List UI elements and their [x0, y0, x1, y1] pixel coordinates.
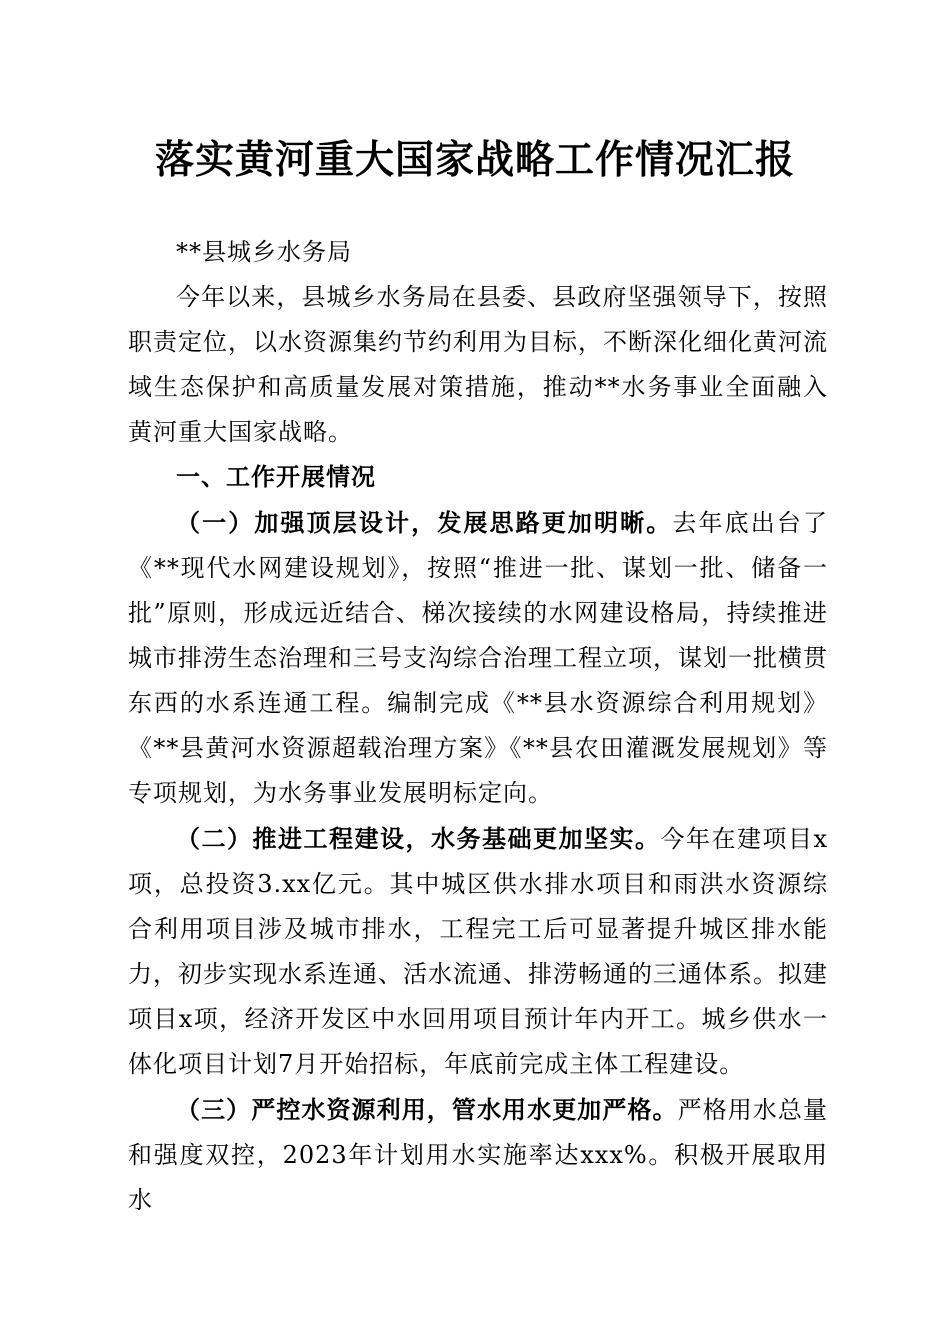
item-text-1: 去年底出台了《**现代水网建设规划》，按照“推进一批、谋划一批、储备一批”原则，形成远近结合、梯次接续的水网建设格局，持续推进城市排涝生态治理和三号支沟综合治理工程立项，谋划一批横贯东西的水系连通工程。编制完成《**县水资源综合利用规划》《**县黄河水资源超载治理方案》《**县农田灌溉发展规划》等专项规划，为水务事业发展明标定向。	[128, 509, 828, 807]
item-paragraph-2	[128, 816, 828, 1087]
document-body	[128, 230, 828, 1223]
item-lead-2: （二）推进工程建设，水务基础更加坚实。	[176, 824, 661, 853]
item-text-2: 今年在建项目x项，总投资3.xx亿元。其中城区供水排水项目和雨洪水资源综合利用项目涉及城市排水，工程完工后可显著提升城区排水能力，初步实现水系连通、活水流通、排涝畅通的三通体系。拟建项目x项，经济开发区中水回用项目预计年内开工。城乡供水一体化项目计划7月开始招标，年底前完成主体工程建设。	[128, 825, 828, 1078]
document-title: 落实黄河重大国家战略工作情况汇报	[154, 137, 795, 183]
item-lead-3: （三）严控水资源利用，管水用水更加严格。	[176, 1095, 678, 1124]
item-paragraph-1	[128, 500, 828, 816]
section-heading: 一、工作开展情况	[176, 463, 376, 491]
author-line: **县城乡水务局	[176, 238, 352, 266]
item-text-3: 严格用水总量和强度双控，2023年计划用水实施率达xxx%。积极开展取用水	[128, 1096, 829, 1214]
intro-paragraph: 今年以来，县城乡水务局在县委、县政府坚强领导下，按照职责定位，以水资源集约节约利用为目标，不断深化细化黄河流域生态保护和高质量发展对策措施，推动**水务事业全面融入黄河重大国家战略。	[128, 283, 828, 446]
item-paragraph-3	[128, 1087, 828, 1223]
item-lead-1: （一）加强顶层设计，发展思路更加明晰。	[176, 508, 673, 537]
